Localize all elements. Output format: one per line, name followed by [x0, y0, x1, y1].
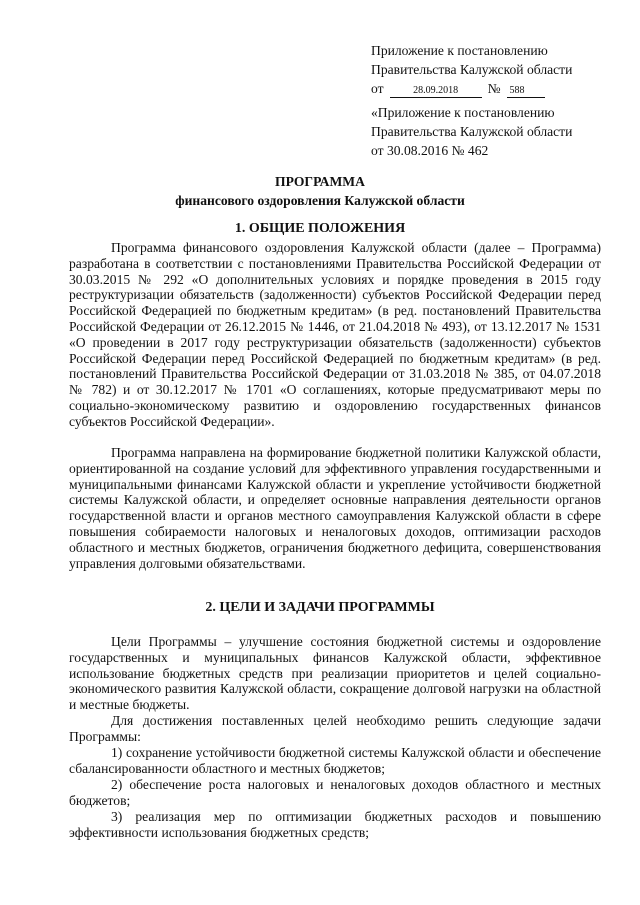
previous-header-line2: Правительства Калужской области [371, 124, 573, 139]
list-item: 2) обеспечение роста налоговых и неналоговых доходов областного и местных бюджетов; [69, 777, 601, 808]
appendix-header-date-line [371, 79, 572, 98]
section-heading-goals-and-tasks: 2. ЦЕЛИ И ЗАДАЧИ ПРОГРАММЫ [205, 600, 435, 615]
list-item: 3) реализация мер по оптимизации бюджетных расходов и повышению эффективности использования бюджетных средств; [69, 809, 601, 840]
appendix-header-line2: Правительства Калужской области [371, 62, 573, 77]
paragraph: Цели Программы – улучшение состояния бюджетной системы и оздоровление государственных и муниципальных финансов Калужской области, эффективное использование бюджетных средств при реализации приоритетов и целей социально-экономического развития Калужской области, сокращение долговой нагрузки на областной и местные бюджеты. [69, 634, 601, 713]
paragraph: Для достижения поставленных целей необходимо решить следующие задачи Программы: [69, 713, 601, 744]
previous-header-line3: от 30.08.2016 № 462 [371, 143, 489, 158]
from-prefix: от [371, 81, 384, 96]
appendix-header [371, 41, 572, 98]
section-heading-general-provisions: 1. ОБЩИЕ ПОЛОЖЕНИЯ [234, 221, 406, 236]
number-sign: № [487, 81, 501, 96]
decree-date: 28.09.2018 [390, 85, 482, 98]
document-title: ПРОГРАММА [275, 174, 365, 189]
list-item: 1) сохранение устойчивости бюджетной системы Калужской области и обеспечение сбалансированности областного и местных бюджетов; [69, 745, 601, 776]
paragraph: Программа финансового оздоровления Калужской области (далее – Программа) разработана в соответствии с постановлениями Правительства Российской Федерации от 30.03.2015 № 292 «О дополнительных условиях и порядке проведения в 2015 году реструктуризации обязательств (задолженности) субъектов Российской Федерации перед Российской Федерацией по бюджетным кредитам» (в ред. постановлений Правительства Российской Федерации от 26.12.2015 № 1446, от 21.04.2018 № 493), от 13.12.2017 № 1531 «О проведении в 2017 году реструктуризации обязательств (задолженности) субъектов Российской Федерации перед Российской Федерацией по бюджетным кредитам» (в ред. постановлений Правительства Российской Федерации от 31.03.2018 № 385, от 04.07.2018 № 782) и от 30.12.2017 № 1701 «О соглашениях, которые предусматривают меры по социально-экономическому развитию и оздоровлению государственных финансов субъектов Российской Федерации». [69, 240, 601, 429]
document-subtitle: финансового оздоровления Калужской области [175, 193, 465, 208]
previous-header-line1: «Приложение к постановлению [371, 105, 555, 120]
appendix-header-line1: Приложение к постановлению [371, 43, 548, 58]
paragraph: Программа направлена на формирование бюджетной политики Калужской области, ориентированной на создание условий для эффективного управления государственными и муниципальными финансами Калужской области и укрепление устойчивости бюджетной системы Калужской области, и определяет основные направления деятельности органов государственной власти и органов местного самоуправления Калужской области в сфере повышения собираемости налоговых и неналоговых доходов, оптимизации расходов областного и местных бюджетов, ограничения бюджетного дефицита, совершенствования управления долговыми обязательствами. [69, 445, 601, 571]
decree-number: 588 [507, 85, 545, 98]
previous-appendix-header [371, 103, 572, 160]
